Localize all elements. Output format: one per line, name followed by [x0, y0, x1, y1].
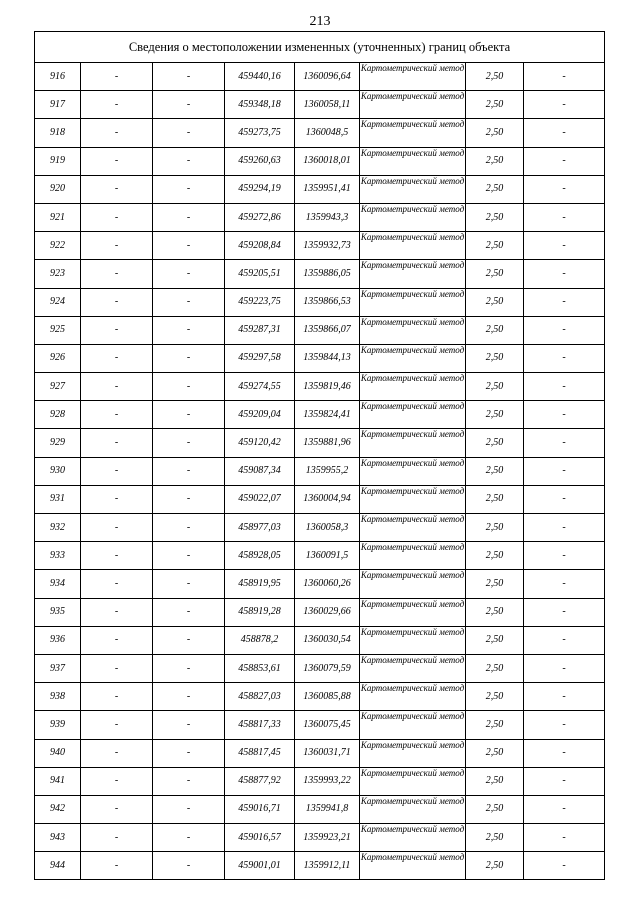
old-x-cell: - — [81, 514, 153, 542]
new-x-cell: 458919,28 — [225, 598, 295, 626]
new-y-cell: 1360060,26 — [295, 570, 360, 598]
old-y-cell: - — [153, 542, 225, 570]
old-x-cell: - — [81, 401, 153, 429]
old-y-cell: - — [153, 316, 225, 344]
table-row — [35, 429, 605, 457]
new-y-cell: 1359932,73 — [295, 232, 360, 260]
description-cell: - — [524, 852, 605, 880]
description-cell: - — [524, 147, 605, 175]
old-y-cell: - — [153, 260, 225, 288]
new-y-cell: 1359886,05 — [295, 260, 360, 288]
new-y-cell: 1359943,3 — [295, 203, 360, 231]
table-row — [35, 457, 605, 485]
accuracy-cell: 2,50 — [466, 429, 524, 457]
old-x-cell: - — [81, 63, 153, 91]
point-number-cell: 928 — [35, 401, 81, 429]
accuracy-cell: 2,50 — [466, 119, 524, 147]
new-x-cell: 459208,84 — [225, 232, 295, 260]
accuracy-cell: 2,50 — [466, 654, 524, 682]
description-cell: - — [524, 767, 605, 795]
table-row — [35, 852, 605, 880]
method-cell: Картометрический метод — [360, 570, 466, 598]
old-y-cell: - — [153, 683, 225, 711]
table-row — [35, 401, 605, 429]
point-number-cell: 936 — [35, 626, 81, 654]
new-y-cell: 1359824,41 — [295, 401, 360, 429]
method-cell: Картометрический метод — [360, 119, 466, 147]
new-y-cell: 1359819,46 — [295, 373, 360, 401]
new-y-cell: 1359844,13 — [295, 344, 360, 372]
method-cell: Картометрический метод — [360, 514, 466, 542]
old-x-cell: - — [81, 654, 153, 682]
accuracy-cell: 2,50 — [466, 91, 524, 119]
old-x-cell: - — [81, 570, 153, 598]
new-y-cell: 1360075,45 — [295, 711, 360, 739]
table-row — [35, 542, 605, 570]
accuracy-cell: 2,50 — [466, 570, 524, 598]
method-cell: Картометрический метод — [360, 91, 466, 119]
description-cell: - — [524, 626, 605, 654]
new-x-cell: 458878,2 — [225, 626, 295, 654]
new-y-cell: 1360048,5 — [295, 119, 360, 147]
description-cell: - — [524, 542, 605, 570]
accuracy-cell: 2,50 — [466, 260, 524, 288]
old-y-cell: - — [153, 514, 225, 542]
description-cell: - — [524, 119, 605, 147]
description-cell: - — [524, 288, 605, 316]
accuracy-cell: 2,50 — [466, 147, 524, 175]
old-x-cell: - — [81, 344, 153, 372]
table-row — [35, 63, 605, 91]
accuracy-cell: 2,50 — [466, 175, 524, 203]
old-y-cell: - — [153, 570, 225, 598]
old-x-cell: - — [81, 288, 153, 316]
old-x-cell: - — [81, 824, 153, 852]
method-cell: Картометрический метод — [360, 429, 466, 457]
old-x-cell: - — [81, 373, 153, 401]
description-cell: - — [524, 570, 605, 598]
point-number-cell: 925 — [35, 316, 81, 344]
point-number-cell: 943 — [35, 824, 81, 852]
description-cell: - — [524, 795, 605, 823]
table-row — [35, 147, 605, 175]
table-row — [35, 570, 605, 598]
method-cell: Картометрический метод — [360, 232, 466, 260]
old-x-cell: - — [81, 203, 153, 231]
table-title-row — [35, 32, 605, 63]
new-y-cell: 1360096,64 — [295, 63, 360, 91]
accuracy-cell: 2,50 — [466, 542, 524, 570]
old-x-cell: - — [81, 542, 153, 570]
table-row — [35, 316, 605, 344]
description-cell: - — [524, 683, 605, 711]
old-x-cell: - — [81, 260, 153, 288]
table-row — [35, 91, 605, 119]
new-x-cell: 459274,55 — [225, 373, 295, 401]
accuracy-cell: 2,50 — [466, 63, 524, 91]
old-y-cell: - — [153, 485, 225, 513]
accuracy-cell: 2,50 — [466, 711, 524, 739]
description-cell: - — [524, 175, 605, 203]
point-number-cell: 921 — [35, 203, 81, 231]
old-y-cell: - — [153, 711, 225, 739]
old-y-cell: - — [153, 147, 225, 175]
new-x-cell: 459260,63 — [225, 147, 295, 175]
point-number-cell: 934 — [35, 570, 81, 598]
method-cell: Картометрический метод — [360, 626, 466, 654]
table-row — [35, 485, 605, 513]
point-number-cell: 935 — [35, 598, 81, 626]
table-title: Сведения о местоположении измененных (уточненных) границ объекта — [35, 32, 605, 63]
description-cell: - — [524, 514, 605, 542]
point-number-cell: 924 — [35, 288, 81, 316]
description-cell: - — [524, 91, 605, 119]
new-x-cell: 459272,86 — [225, 203, 295, 231]
method-cell: Картометрический метод — [360, 683, 466, 711]
point-number-cell: 932 — [35, 514, 81, 542]
old-y-cell: - — [153, 373, 225, 401]
new-x-cell: 459205,51 — [225, 260, 295, 288]
new-x-cell: 459016,71 — [225, 795, 295, 823]
old-x-cell: - — [81, 485, 153, 513]
old-x-cell: - — [81, 91, 153, 119]
old-y-cell: - — [153, 91, 225, 119]
description-cell: - — [524, 316, 605, 344]
description-cell: - — [524, 711, 605, 739]
description-cell: - — [524, 739, 605, 767]
description-cell: - — [524, 373, 605, 401]
point-number-cell: 933 — [35, 542, 81, 570]
old-y-cell: - — [153, 852, 225, 880]
point-number-cell: 941 — [35, 767, 81, 795]
old-y-cell: - — [153, 429, 225, 457]
new-y-cell: 1359912,11 — [295, 852, 360, 880]
new-y-cell: 1359881,96 — [295, 429, 360, 457]
old-x-cell: - — [81, 852, 153, 880]
method-cell: Картометрический метод — [360, 542, 466, 570]
old-x-cell: - — [81, 316, 153, 344]
old-y-cell: - — [153, 739, 225, 767]
new-x-cell: 458817,45 — [225, 739, 295, 767]
point-number-cell: 918 — [35, 119, 81, 147]
new-x-cell: 459087,34 — [225, 457, 295, 485]
new-x-cell: 459209,04 — [225, 401, 295, 429]
new-x-cell: 458827,03 — [225, 683, 295, 711]
new-y-cell: 1359866,07 — [295, 316, 360, 344]
new-y-cell: 1360085,88 — [295, 683, 360, 711]
new-y-cell: 1360029,66 — [295, 598, 360, 626]
description-cell: - — [524, 654, 605, 682]
accuracy-cell: 2,50 — [466, 401, 524, 429]
old-y-cell: - — [153, 457, 225, 485]
table-row — [35, 795, 605, 823]
description-cell: - — [524, 63, 605, 91]
old-y-cell: - — [153, 654, 225, 682]
new-y-cell: 1360031,71 — [295, 739, 360, 767]
method-cell: Картометрический метод — [360, 767, 466, 795]
old-x-cell: - — [81, 795, 153, 823]
old-x-cell: - — [81, 767, 153, 795]
boundary-coordinates-table — [34, 31, 605, 880]
new-x-cell: 459294,19 — [225, 175, 295, 203]
point-number-cell: 926 — [35, 344, 81, 372]
description-cell: - — [524, 485, 605, 513]
method-cell: Картометрический метод — [360, 288, 466, 316]
method-cell: Картометрический метод — [360, 316, 466, 344]
table-row — [35, 711, 605, 739]
accuracy-cell: 2,50 — [466, 795, 524, 823]
table-row — [35, 824, 605, 852]
method-cell: Картометрический метод — [360, 203, 466, 231]
new-y-cell: 1360018,01 — [295, 147, 360, 175]
accuracy-cell: 2,50 — [466, 344, 524, 372]
old-x-cell: - — [81, 626, 153, 654]
old-y-cell: - — [153, 175, 225, 203]
accuracy-cell: 2,50 — [466, 767, 524, 795]
new-y-cell: 1360004,94 — [295, 485, 360, 513]
method-cell: Картометрический метод — [360, 147, 466, 175]
new-x-cell: 458877,92 — [225, 767, 295, 795]
old-y-cell: - — [153, 288, 225, 316]
old-x-cell: - — [81, 232, 153, 260]
accuracy-cell: 2,50 — [466, 626, 524, 654]
point-number-cell: 939 — [35, 711, 81, 739]
new-x-cell: 458928,05 — [225, 542, 295, 570]
new-x-cell: 459120,42 — [225, 429, 295, 457]
old-y-cell: - — [153, 232, 225, 260]
new-y-cell: 1359941,8 — [295, 795, 360, 823]
new-x-cell: 459001,01 — [225, 852, 295, 880]
new-y-cell: 1360058,11 — [295, 91, 360, 119]
accuracy-cell: 2,50 — [466, 373, 524, 401]
accuracy-cell: 2,50 — [466, 485, 524, 513]
description-cell: - — [524, 598, 605, 626]
new-x-cell: 459016,57 — [225, 824, 295, 852]
old-y-cell: - — [153, 119, 225, 147]
new-y-cell: 1360058,3 — [295, 514, 360, 542]
new-y-cell: 1359866,53 — [295, 288, 360, 316]
point-number-cell: 938 — [35, 683, 81, 711]
point-number-cell: 931 — [35, 485, 81, 513]
point-number-cell: 944 — [35, 852, 81, 880]
method-cell: Картометрический метод — [360, 401, 466, 429]
point-number-cell: 916 — [35, 63, 81, 91]
accuracy-cell: 2,50 — [466, 232, 524, 260]
table-row — [35, 514, 605, 542]
description-cell: - — [524, 457, 605, 485]
old-y-cell: - — [153, 401, 225, 429]
accuracy-cell: 2,50 — [466, 739, 524, 767]
table-row — [35, 203, 605, 231]
old-y-cell: - — [153, 626, 225, 654]
method-cell: Картометрический метод — [360, 373, 466, 401]
table-row — [35, 232, 605, 260]
old-x-cell: - — [81, 429, 153, 457]
accuracy-cell: 2,50 — [466, 457, 524, 485]
new-y-cell: 1360091,5 — [295, 542, 360, 570]
point-number-cell: 930 — [35, 457, 81, 485]
table-row — [35, 175, 605, 203]
accuracy-cell: 2,50 — [466, 852, 524, 880]
table-row — [35, 767, 605, 795]
old-x-cell: - — [81, 119, 153, 147]
new-y-cell: 1360030,54 — [295, 626, 360, 654]
description-cell: - — [524, 203, 605, 231]
description-cell: - — [524, 429, 605, 457]
table-row — [35, 598, 605, 626]
old-y-cell: - — [153, 824, 225, 852]
old-x-cell: - — [81, 147, 153, 175]
old-x-cell: - — [81, 683, 153, 711]
table-row — [35, 373, 605, 401]
method-cell: Картометрический метод — [360, 598, 466, 626]
new-x-cell: 458817,33 — [225, 711, 295, 739]
old-x-cell: - — [81, 739, 153, 767]
description-cell: - — [524, 260, 605, 288]
point-number-cell: 923 — [35, 260, 81, 288]
method-cell: Картометрический метод — [360, 739, 466, 767]
old-x-cell: - — [81, 457, 153, 485]
table-row — [35, 344, 605, 372]
old-y-cell: - — [153, 795, 225, 823]
new-x-cell: 459223,75 — [225, 288, 295, 316]
table-row — [35, 683, 605, 711]
method-cell: Картометрический метод — [360, 344, 466, 372]
table-row — [35, 288, 605, 316]
new-x-cell: 459287,31 — [225, 316, 295, 344]
old-y-cell: - — [153, 63, 225, 91]
point-number-cell: 922 — [35, 232, 81, 260]
method-cell: Картометрический метод — [360, 485, 466, 513]
method-cell: Картометрический метод — [360, 654, 466, 682]
method-cell: Картометрический метод — [360, 63, 466, 91]
point-number-cell: 917 — [35, 91, 81, 119]
method-cell: Картометрический метод — [360, 175, 466, 203]
point-number-cell: 929 — [35, 429, 81, 457]
description-cell: - — [524, 344, 605, 372]
old-y-cell: - — [153, 203, 225, 231]
new-x-cell: 459273,75 — [225, 119, 295, 147]
method-cell: Картометрический метод — [360, 260, 466, 288]
table-row — [35, 119, 605, 147]
description-cell: - — [524, 232, 605, 260]
new-x-cell: 458977,03 — [225, 514, 295, 542]
point-number-cell: 942 — [35, 795, 81, 823]
point-number-cell: 927 — [35, 373, 81, 401]
accuracy-cell: 2,50 — [466, 598, 524, 626]
new-y-cell: 1359951,41 — [295, 175, 360, 203]
new-y-cell: 1359923,21 — [295, 824, 360, 852]
new-x-cell: 458853,61 — [225, 654, 295, 682]
old-x-cell: - — [81, 175, 153, 203]
accuracy-cell: 2,50 — [466, 316, 524, 344]
old-y-cell: - — [153, 767, 225, 795]
new-x-cell: 458919,95 — [225, 570, 295, 598]
new-y-cell: 1359993,22 — [295, 767, 360, 795]
new-x-cell: 459297,58 — [225, 344, 295, 372]
accuracy-cell: 2,50 — [466, 514, 524, 542]
method-cell: Картометрический метод — [360, 852, 466, 880]
method-cell: Картометрический метод — [360, 824, 466, 852]
old-y-cell: - — [153, 344, 225, 372]
method-cell: Картометрический метод — [360, 795, 466, 823]
method-cell: Картометрический метод — [360, 711, 466, 739]
table-row — [35, 260, 605, 288]
point-number-cell: 920 — [35, 175, 81, 203]
old-x-cell: - — [81, 598, 153, 626]
description-cell: - — [524, 401, 605, 429]
accuracy-cell: 2,50 — [466, 824, 524, 852]
new-x-cell: 459348,18 — [225, 91, 295, 119]
point-number-cell: 937 — [35, 654, 81, 682]
method-cell: Картометрический метод — [360, 457, 466, 485]
new-y-cell: 1359955,2 — [295, 457, 360, 485]
old-y-cell: - — [153, 598, 225, 626]
point-number-cell: 919 — [35, 147, 81, 175]
old-x-cell: - — [81, 711, 153, 739]
new-x-cell: 459440,16 — [225, 63, 295, 91]
new-y-cell: 1360079,59 — [295, 654, 360, 682]
accuracy-cell: 2,50 — [466, 203, 524, 231]
page-number: 213 — [309, 14, 331, 29]
accuracy-cell: 2,50 — [466, 683, 524, 711]
point-number-cell: 940 — [35, 739, 81, 767]
table-row — [35, 739, 605, 767]
new-x-cell: 459022,07 — [225, 485, 295, 513]
table-row — [35, 654, 605, 682]
table-row — [35, 626, 605, 654]
description-cell: - — [524, 824, 605, 852]
accuracy-cell: 2,50 — [466, 288, 524, 316]
